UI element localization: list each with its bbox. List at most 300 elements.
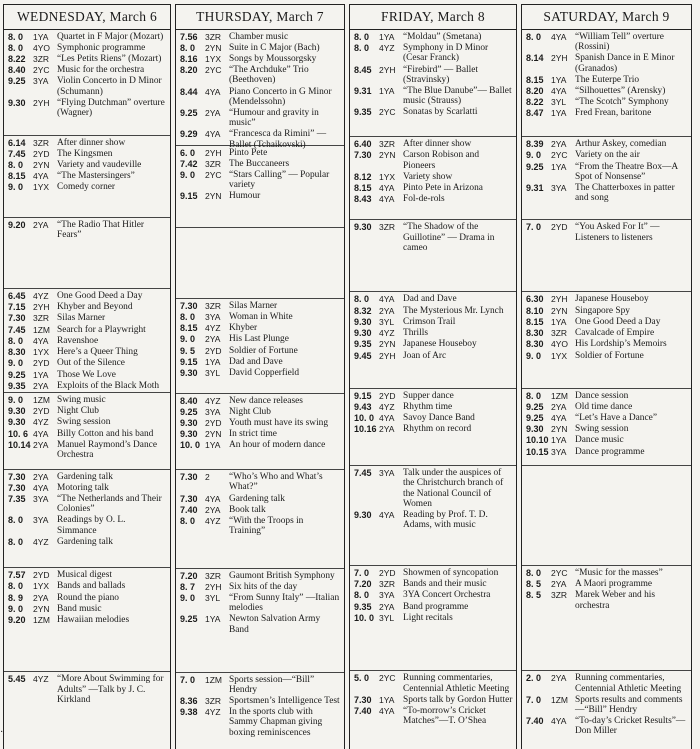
entry-time: 8.12	[354, 171, 372, 182]
weekly-schedule-grid	[3, 4, 698, 749]
entry-time: 8.22	[8, 54, 26, 65]
entry-time: 6.45	[8, 291, 26, 302]
programme-entry	[8, 593, 167, 603]
programme-block	[176, 673, 344, 749]
entry-programme: Ravenshoe	[57, 335, 99, 346]
entry-time: 8.39	[526, 139, 544, 150]
entry-station: 2YC	[205, 170, 222, 181]
programme-entry	[8, 138, 167, 148]
programme-entry	[8, 358, 167, 368]
entry-time: 7. 0	[354, 568, 370, 579]
entry-programme: Japanese Houseboy	[575, 294, 649, 305]
programme-entry	[8, 494, 167, 514]
entry-time: 8. 5	[526, 579, 542, 590]
programme-entry	[8, 429, 167, 439]
programme-entry	[180, 494, 341, 504]
entry-time: 7.30	[354, 150, 372, 161]
entry-time: 8. 9	[8, 592, 24, 603]
entry-time: 9.25	[8, 369, 26, 380]
entry-station: 3ZR	[379, 579, 396, 590]
entry-station: 4YA	[205, 86, 221, 97]
programme-entry	[354, 339, 513, 349]
entry-station: 3YL	[379, 316, 395, 327]
entry-station: 1ZM	[33, 615, 50, 626]
entry-time: 7.42	[180, 158, 198, 169]
programme-entry	[180, 108, 341, 128]
entry-programme: Silas Marner	[229, 300, 278, 311]
entry-station: 4YA	[379, 194, 395, 205]
entry-station: 2YA	[379, 601, 395, 612]
entry-time: 8. 0	[8, 335, 24, 346]
programme-block	[522, 566, 691, 671]
entry-station: 4YA	[379, 706, 395, 716]
entry-programme: Variety show	[403, 171, 453, 182]
entry-station: 1YA	[205, 614, 221, 625]
entry-time: 7.30	[354, 694, 372, 705]
entry-time: 8. 0	[526, 568, 542, 579]
entry-time: 7.30	[180, 493, 198, 504]
entry-programme: Dance programme	[575, 446, 645, 457]
entry-station: 1ZM	[33, 324, 50, 335]
entry-time: 7.57	[8, 570, 26, 581]
programme-entry	[180, 505, 341, 515]
programme-entry	[180, 429, 341, 439]
entry-station: 2YH	[205, 147, 222, 158]
entry-station: 3YA	[551, 446, 567, 457]
entry-time: 9.30	[8, 97, 26, 108]
entry-programme: Rhythm time	[403, 401, 453, 412]
programme-entry	[180, 301, 341, 311]
programme-entry	[180, 368, 341, 378]
programme-entry	[526, 294, 688, 304]
programme-entry	[526, 108, 688, 118]
entry-station: 2YA	[205, 108, 221, 119]
entry-time: 9.30	[354, 328, 372, 339]
entry-time: 9. 0	[180, 170, 196, 181]
entry-programme: 3YA Concert Orchestra	[403, 590, 491, 601]
entry-time: 9.25	[180, 406, 198, 417]
entry-time: 8. 0	[8, 536, 24, 547]
entry-station: 4YZ	[33, 536, 49, 547]
entry-time: 7.30	[8, 313, 26, 324]
entry-programme: “Moldau” (Smetana)	[403, 31, 482, 42]
programme-entry	[180, 407, 341, 417]
entry-time: 5.45	[8, 674, 26, 685]
entry-programme: One Good Deed a Day	[57, 291, 143, 302]
programme-block	[350, 220, 516, 292]
entry-programme: “The Blue Danube”— Ballet music (Strauss)	[403, 85, 512, 107]
entry-programme: “Let’s Have a Dance”	[575, 413, 657, 423]
entry-programme: Gardening talk	[229, 493, 285, 504]
entry-time: 9. 0	[526, 350, 542, 361]
entry-station: 1YA	[551, 74, 567, 85]
entry-station: 3YA	[379, 590, 395, 601]
entry-programme: Gardening talk	[57, 536, 113, 547]
programme-entry	[354, 306, 513, 316]
entry-programme: Manuel Raymond’s Dance Orchestra	[57, 439, 157, 460]
entry-station: 4YA	[551, 31, 567, 42]
programme-entry	[354, 402, 513, 412]
programme-entry	[8, 515, 167, 535]
entry-time: 8.36	[180, 695, 198, 706]
entry-time: 9.31	[526, 182, 544, 193]
entry-station: 2YH	[551, 53, 568, 64]
programme-entry	[8, 440, 167, 460]
entry-programme: Swing session	[57, 417, 111, 428]
entry-programme: Band programme	[403, 601, 469, 612]
entry-station: 3YA	[205, 312, 221, 323]
entry-programme: Fred Frean, baritone	[575, 108, 652, 119]
entry-station: 2YD	[379, 390, 396, 401]
programme-entry	[8, 336, 167, 346]
entry-time: 9. 0	[180, 593, 196, 604]
entry-station: 1YA	[551, 435, 567, 446]
programme-entry	[354, 294, 513, 304]
entry-programme: Sports talk by Gordon Hutter	[403, 694, 513, 705]
programme-entry	[180, 159, 341, 169]
entry-time: 8.47	[526, 108, 544, 119]
entry-station: 1YA	[33, 369, 49, 380]
entry-time: 7. 0	[526, 694, 542, 705]
entry-station: 2YN	[205, 42, 222, 53]
entry-time: 9.25	[526, 413, 544, 423]
entry-time: 8.40	[180, 395, 198, 406]
entry-programme: Songs by Moussorgsky	[229, 54, 317, 65]
entry-time: 7.20	[180, 570, 198, 581]
entry-time: 9. 0	[8, 394, 24, 405]
entry-programme: Talk under the auspices of the Christchurch branch of the National Council of Women	[403, 468, 504, 509]
entry-station: 3ZR	[33, 313, 50, 324]
entry-programme: Search for a Playwright	[57, 324, 146, 335]
entry-programme: “The Netherlands and Their Colonies”	[57, 494, 162, 515]
programme-block	[4, 393, 170, 470]
entry-programme: Running commentaries, Centennial Athletic Meeting	[575, 673, 682, 694]
entry-time: 9.35	[354, 107, 372, 118]
programme-entry	[8, 220, 167, 240]
entry-time: 10. 0	[354, 413, 375, 423]
programme-block	[350, 671, 516, 749]
entry-station: 1ZM	[33, 394, 50, 405]
entry-programme: The Chatterboxes in patter and song	[575, 182, 675, 204]
entry-time: 7.30	[180, 300, 198, 311]
entry-time: 9.15	[180, 356, 198, 367]
programme-entry	[526, 86, 688, 96]
programme-entry	[8, 313, 167, 323]
entry-time: 10.14	[8, 439, 31, 450]
entry-time: 9.25	[180, 614, 198, 625]
entry-programme: The Buccaneers	[229, 158, 290, 169]
entry-station: 1ZM	[551, 390, 568, 401]
programme-block	[176, 30, 344, 150]
entry-station: 1YX	[551, 350, 568, 361]
entry-time: 7. 0	[526, 222, 542, 233]
entry-station: 3ZR	[33, 54, 50, 65]
programme-entry	[526, 351, 688, 361]
entry-programme: Book talk	[229, 504, 266, 515]
entry-station: 2YA	[551, 139, 567, 150]
programme-entry	[526, 139, 688, 149]
entry-station: 3YL	[551, 97, 567, 108]
entry-station: 2YA	[205, 504, 221, 515]
programme-entry	[526, 75, 688, 85]
entry-station: 1YX	[379, 171, 396, 182]
entry-programme: The Euterpe Trio	[575, 74, 640, 85]
entry-programme: Swing music	[57, 394, 106, 405]
programme-entry	[8, 291, 167, 301]
entry-programme: Bands and ballads	[57, 581, 126, 592]
entry-time: 8. 0	[8, 581, 24, 592]
programme-entry	[354, 424, 513, 434]
entry-time: 7. 0	[180, 674, 196, 685]
programme-entry	[8, 302, 167, 312]
entry-station: 3ZR	[205, 158, 222, 169]
entry-time: 8.20	[526, 85, 544, 96]
entry-time: 8.15	[526, 316, 544, 327]
entry-programme: His Last Plunge	[229, 334, 289, 345]
programme-entry	[180, 54, 341, 64]
entry-station: 1YA	[379, 85, 395, 96]
entry-programme: After dinner show	[403, 139, 472, 150]
programme-block	[522, 671, 691, 749]
entry-programme: “Who’s Who and What’s What?”	[229, 472, 323, 493]
entry-programme: After dinner show	[57, 137, 126, 148]
entry-programme: Supper dance	[403, 390, 454, 401]
entry-station: 2YA	[33, 592, 49, 603]
entry-station: 2YA	[379, 305, 395, 316]
entry-station: 3YA	[379, 468, 395, 479]
entry-time: 8. 0	[180, 312, 196, 323]
entry-time: 9.30	[354, 222, 372, 233]
programme-entry	[8, 395, 167, 405]
entry-station: 4YZ	[205, 516, 221, 527]
entry-programme: Cavalcade of Empire	[575, 328, 655, 339]
entry-programme: Swing session	[575, 424, 629, 435]
entry-programme: Pinto Pete in Arizona	[403, 182, 483, 193]
entry-station: 4YZ	[379, 401, 395, 412]
programme-block	[350, 466, 516, 566]
entry-time: 9. 0	[180, 334, 196, 345]
entry-programme: Dad and Dave	[229, 356, 283, 367]
day-column	[175, 4, 345, 749]
entry-time: 8.15	[354, 182, 372, 193]
programme-entry	[354, 86, 513, 106]
entry-programme: Joan of Arc	[403, 350, 447, 361]
entry-programme: Hawaiian melodies	[57, 615, 130, 626]
programme-entry	[180, 396, 341, 406]
entry-station: 3YA	[33, 515, 49, 526]
entry-time: 6.30	[526, 294, 544, 305]
programme-entry	[180, 148, 341, 158]
programme-entry	[526, 150, 688, 160]
entry-time: 9.38	[180, 707, 198, 718]
entry-time: 6. 0	[180, 147, 196, 158]
entry-station: 4YA	[33, 428, 49, 439]
programme-entry	[526, 222, 688, 242]
entry-station: 4YA	[379, 510, 395, 521]
programme-block	[522, 466, 691, 566]
entry-station: 2	[205, 472, 210, 483]
entry-time: 9.30	[8, 406, 26, 417]
entry-time: 9. 0	[8, 182, 24, 193]
entry-station: 2YH	[551, 294, 568, 305]
entry-station: 2YN	[33, 159, 50, 170]
entry-programme: Dance session	[575, 390, 629, 401]
programme-entry	[526, 402, 688, 412]
entry-time: 7.20	[354, 579, 372, 590]
entry-programme: Reading by Prof. T. D. Adams, with music	[403, 510, 488, 531]
entry-time: 8.15	[8, 171, 26, 182]
programme-entry	[354, 183, 513, 193]
entry-station: 3ZR	[379, 222, 396, 233]
entry-programme: Quartet in F Major (Mozart)	[57, 31, 164, 42]
entry-time: 9.30	[8, 417, 26, 428]
programme-entry	[354, 139, 513, 149]
entry-programme: Suite in C Major (Bach)	[229, 42, 320, 53]
entry-station: 4YZ	[205, 323, 221, 334]
programme-entry	[8, 674, 167, 705]
entry-station: 3YL	[205, 368, 221, 379]
entry-station: 1YA	[551, 161, 567, 172]
programme-entry	[180, 346, 341, 356]
entry-time: 9.25	[526, 401, 544, 412]
entry-programme: In the sports club with Sammy Chapman giving boxing reminiscences	[229, 707, 323, 738]
entry-station: 4YZ	[379, 328, 395, 339]
entry-time: 2. 0	[526, 673, 542, 684]
entry-programme: Soldier of Fortune	[229, 345, 298, 356]
entry-programme: “The Radio That Hitler Fears”	[57, 219, 145, 240]
programme-entry	[526, 391, 688, 401]
entry-programme: Woman in White	[229, 312, 293, 323]
entry-station: 4YZ	[205, 707, 221, 718]
day-column	[3, 4, 171, 749]
entry-station: 2YH	[379, 64, 396, 75]
programme-entry	[180, 357, 341, 367]
programme-entry	[354, 107, 513, 117]
programme-entry	[526, 579, 688, 589]
programme-entry	[180, 516, 341, 536]
programme-entry	[526, 162, 688, 182]
entry-station: 3ZR	[33, 137, 50, 148]
entry-station: 2YD	[33, 406, 50, 417]
programme-entry	[526, 317, 688, 327]
entry-programme: “William Tell” overture (Rossini)	[575, 31, 664, 53]
programme-entry	[354, 222, 513, 253]
entry-time: 9.20	[8, 615, 26, 626]
entry-programme: “Firebird” — Ballet (Stravinsky)	[403, 64, 478, 85]
entry-programme: Marek Weber and his orchestra	[575, 590, 656, 611]
entry-programme: The Kingsmen	[57, 148, 113, 159]
entry-station: 3YA	[33, 494, 49, 505]
programme-entry	[354, 328, 513, 338]
entry-station: 2YH	[33, 302, 50, 313]
entry-time: 8.45	[354, 64, 372, 75]
entry-station: 4YA	[205, 493, 221, 504]
entry-station: 3ZR	[205, 300, 222, 311]
entry-station: 2YD	[33, 148, 50, 159]
programme-block	[176, 299, 344, 394]
entry-programme: Thrills	[403, 328, 428, 339]
entry-time: 9.20	[8, 219, 26, 230]
programme-entry	[8, 570, 167, 580]
entry-programme: Chamber music	[229, 31, 289, 42]
entry-programme: “The Archduke” Trio (Beethoven)	[229, 65, 309, 86]
programme-entry	[180, 312, 341, 322]
entry-programme: Running commentaries, Centennial Athletic Meeting	[403, 673, 510, 694]
entry-programme: Here’s a Queer Thing	[57, 347, 138, 358]
entry-programme: Carson Robison and Pioneers	[403, 150, 480, 171]
entry-station: 1YX	[33, 347, 50, 358]
entry-programme: David Copperfield	[229, 368, 300, 379]
entry-time: 9. 0	[8, 358, 24, 369]
entry-programme: Piano Concerto in G Minor (Mendelssohn)	[229, 86, 332, 107]
entry-time: 7.40	[526, 716, 544, 727]
programme-entry	[354, 150, 513, 170]
day-header: WEDNESDAY, March 6	[4, 4, 170, 30]
programme-entry	[526, 695, 688, 715]
entry-time: 6.14	[8, 137, 26, 148]
entry-time: 9.15	[354, 390, 372, 401]
entry-station: 2YN	[205, 429, 222, 440]
programme-entry	[354, 590, 513, 600]
entry-time: 9.45	[354, 350, 372, 361]
entry-programme: Billy Cotton and his band	[57, 428, 154, 439]
entry-time: 7.30	[180, 472, 198, 483]
programme-entry	[354, 568, 513, 578]
entry-time: 8. 0	[8, 515, 24, 526]
entry-station: 1ZM	[205, 674, 222, 685]
entry-time: 10.10	[526, 435, 549, 446]
entry-programme: Comedy corner	[57, 182, 116, 193]
entry-station: 4YA	[379, 294, 395, 305]
entry-programme: His Lordship’s Memoirs	[575, 339, 667, 350]
day-column	[349, 4, 517, 749]
entry-station: 4YA	[33, 482, 49, 493]
programme-block	[522, 220, 691, 292]
programme-entry	[180, 170, 341, 190]
entry-programme: Sportsmen’s Intelligence Test	[229, 695, 340, 706]
programme-entry	[526, 306, 688, 316]
entry-programme: “Francesca da Rimini” —Ballet (Tchaikovski)	[229, 129, 327, 150]
programme-entry	[180, 323, 341, 333]
entry-station: 2YA	[33, 219, 49, 230]
programme-entry	[8, 182, 167, 192]
entry-station: 2YD	[205, 418, 222, 429]
entry-time: 9.15	[180, 191, 198, 202]
programme-entry	[354, 413, 513, 423]
entry-station: 2YC	[379, 673, 396, 684]
programme-entry	[526, 413, 688, 423]
entry-time: 8.15	[526, 74, 544, 85]
entry-time: 8.30	[526, 328, 544, 339]
entry-station: 2YN	[551, 424, 568, 435]
programme-entry	[354, 695, 513, 705]
entry-programme: Violin Concerto in D Minor (Schumann)	[57, 76, 162, 97]
entry-programme: “Les Petits Riens” (Mozart)	[57, 54, 162, 65]
entry-station: 1YX	[33, 581, 50, 592]
entry-programme: Savoy Dance Band	[403, 413, 475, 423]
entry-programme: Night Club	[229, 406, 271, 417]
entry-time: 6.40	[354, 139, 372, 150]
programme-entry	[180, 696, 341, 706]
entry-programme: Readings by O. L. Simmance	[57, 515, 126, 536]
entry-time: 10. 0	[180, 440, 201, 451]
programme-entry	[354, 172, 513, 182]
entry-station: 3YA	[33, 76, 49, 87]
programme-entry	[526, 447, 688, 457]
entry-station: 2YD	[205, 345, 222, 356]
entry-programme: Round the piano	[57, 592, 119, 603]
entry-programme: Variety and vaudeville	[57, 159, 142, 170]
